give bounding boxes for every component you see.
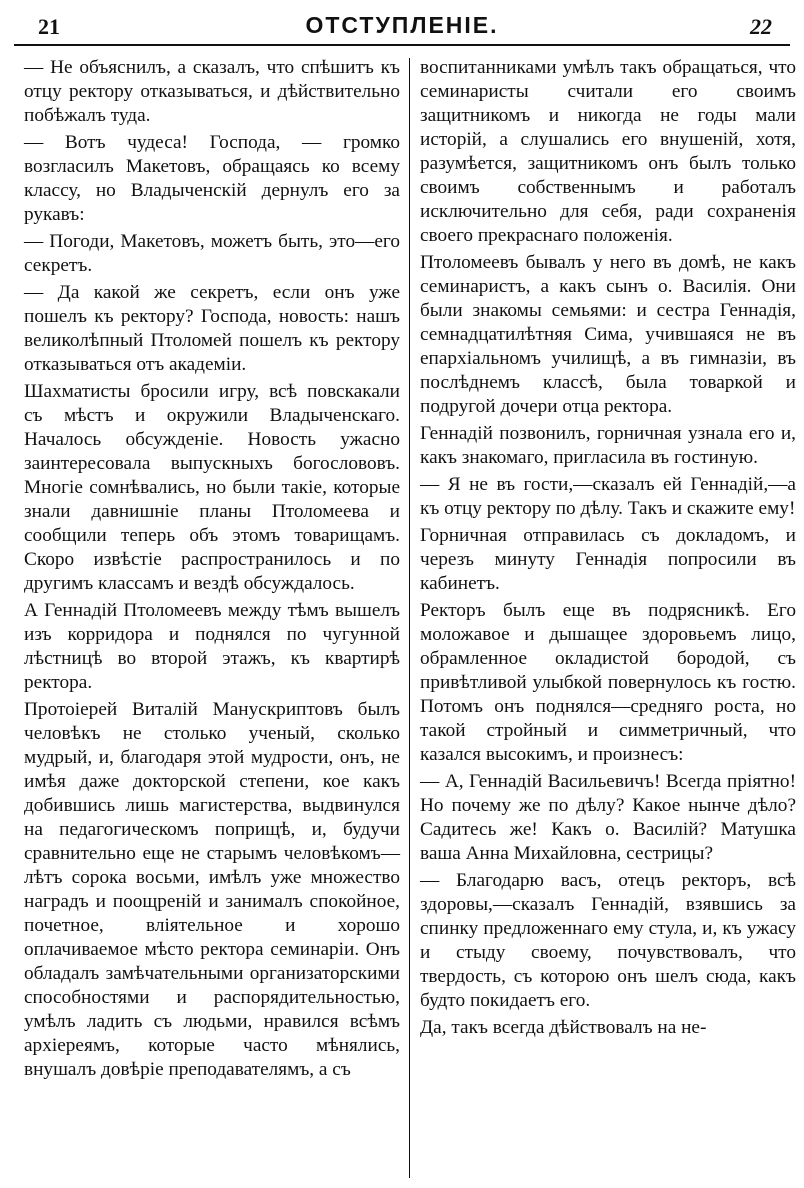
column-divider <box>409 58 410 1178</box>
running-title: ОТСТУПЛЕНІЕ. <box>305 12 499 38</box>
paragraph: — Вотъ чудеса! Господа, — громко возгласилъ Макетовъ, обращаясь ко всему классу, но Владыченскій дернулъ его за рукавъ: <box>24 132 400 225</box>
left-column <box>24 56 400 1085</box>
paragraph: Горничная отправилась съ докладомъ, и черезъ минуту Геннадія попросили въ кабинетъ. <box>420 525 796 594</box>
right-column <box>420 56 796 1043</box>
paragraph: — Погоди, Макетовъ, можетъ быть, это—его секретъ. <box>24 231 400 276</box>
right-page-number: 22 <box>750 14 772 39</box>
paragraph: Птоломеевъ бывалъ у него въ домѣ, не какъ семинаристъ, а какъ сынъ о. Василія. Они были знакомы семьями: и сестра Геннадія, семнадцатилѣтняя Сима, учившаяся не въ епархіальномъ училищѣ, а въ гимназіи, въ послѣднемъ классѣ, была товаркой и подругой дочери отца ректора. <box>420 252 796 417</box>
paragraph: Шахматисты бросили игру, всѣ повскакали съ мѣстъ и окружили Владыченскаго. Началось обсужденіе. Новость ужасно заинтересовала выпускныхъ богослововъ. Многіе сомнѣвались, но были такіе, которые знали давнишніе планы Птоломеева и сообщили теперь объ этомъ товарищамъ. Скоро извѣстіе распространилось и по другимъ классамъ и вездѣ обсуждалось. <box>24 381 400 594</box>
page-header <box>14 6 790 46</box>
paragraph: А Геннадій Птоломеевъ между тѣмъ вышелъ изъ корридора и поднялся по чугунной лѣстницѣ во второй этажъ, къ квартирѣ ректора. <box>24 600 400 693</box>
paragraph: Геннадій позвонилъ, горничная узнала его и, какъ знакомаго, пригласила въ гостиную. <box>420 423 796 468</box>
paragraph: воспитанниками умѣлъ такъ обращаться, что семинаристы считали его своимъ защитникомъ и никогда не годы мали исторій, а слушались его внушеній, хотя, разумѣется, защитникомъ онъ былъ только своимъ собственнымъ и работалъ исключительно для себя, ради сохраненія своего прекраснаго положенія. <box>420 57 796 246</box>
paragraph: Ректоръ былъ еще въ подрясникѣ. Его моложавое и дышащее здоровьемъ лицо, обрамленное окладистой бородой, съ привѣтливой улыбкой повернулось къ гостю. Потомъ онъ поднялся—средняго роста, но такой стройный и симметричный, что казался высокимъ, и произнесъ: <box>420 600 796 765</box>
left-page-number: 21 <box>38 14 60 39</box>
paragraph: Да, такъ всегда дѣйствовалъ на не- <box>420 1017 707 1038</box>
paragraph: — Да какой же секретъ, если онъ уже пошелъ къ ректору? Господа, новость: нашъ великолѣпный Птоломей пошелъ къ ректору отказываться отъ академіи. <box>24 282 400 375</box>
paragraph: — Благодарю васъ, отецъ ректоръ, всѣ здоровы,—сказалъ Геннадій, взявшись за спинку предложеннаго ему стула, и, къ ужасу и стыду своему, почувствовалъ, что твердость, съ которою онъ шелъ сюда, какъ будто покидаетъ его. <box>420 870 796 1011</box>
paragraph: — Я не въ гости,—сказалъ ей Геннадій,—а къ отцу ректору по дѣлу. Такъ и скажите ему! <box>420 474 796 519</box>
paragraph: — А, Геннадій Васильевичъ! Всегда пріятно! Но почему же по дѣлу? Какое нынче дѣло? Садитесь же! Какъ о. Василій? Матушка ваша Анна Михайловна, сестрицы? <box>420 771 796 864</box>
paragraph: — Не объяснилъ, а сказалъ, что спѣшитъ къ отцу ректору отказываться, и дѣйствительно побѣжалъ туда. <box>24 57 400 126</box>
paragraph: Протоіерей Виталій Манускриптовъ былъ человѣкъ не столько ученый, сколько мудрый, и, благодаря этой мудрости, онъ, не имѣя даже докторской степени, кое какъ добившись лишь магистерства, выдвинулся на педагогическомъ поприщѣ, и, будучи сравнительно еще не старымъ человѣкомъ—лѣтъ сорока восьми, имѣлъ уже множество наградъ и поощреній и занималъ спокойное, почетное, вліятельное и хорошо оплачиваемое мѣсто ректора семинаріи. Онъ обладалъ замѣчательными организаторскими способностями и распорядительностью, умѣлъ ладить съ людьми, нравился всѣмъ архіереямъ, которые часто мѣнялись, внушалъ довѣріе преподавателямъ, а съ <box>24 699 400 1080</box>
